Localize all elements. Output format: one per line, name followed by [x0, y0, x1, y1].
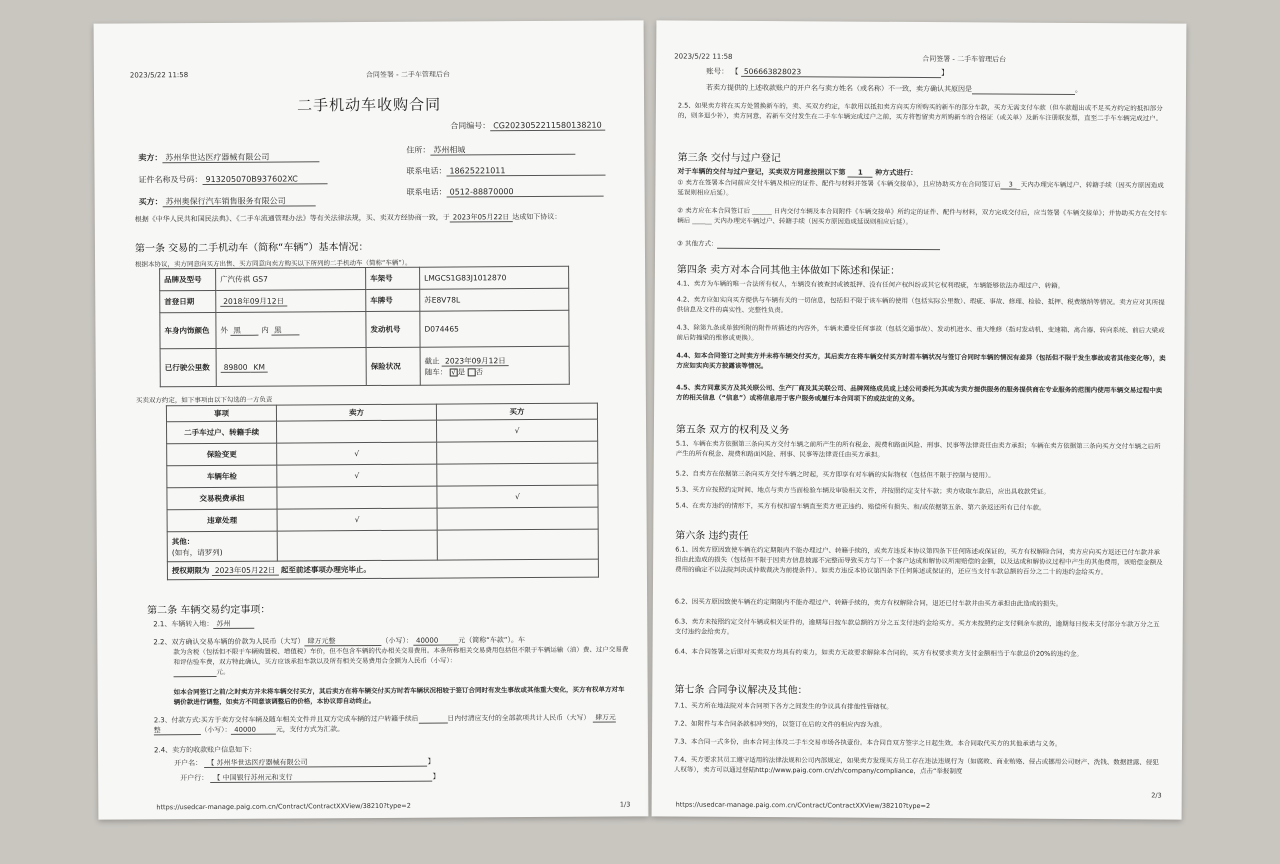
clause-6-1: 6.1、因卖方原因致使车辆在约定期限内不能办理过户、转籍手续的，或卖方违反本协议第四条下任何陈述或保证的，买方有权解除合同，卖方应向买方返还已付车款并承担由此造成的损失（包括但不限于因卖方信息披露不完整而导致买方与下一个客户达成和解协议所需赔偿的金额，以及达成和解协议过程中产生的其他费用，该赔偿金额及费用的确定不以法院判决或仲裁裁决为前提条件）。如卖方违反本协议第四条下任何陈述或保证的，还应当支付车款总额的百分之二十的违约金给买方。	[675, 545, 1163, 577]
color-label: 车身内饰颜色	[160, 312, 216, 348]
seller-row: 卖方： 苏州华世达医疗器械有限公司	[138, 152, 319, 163]
duty-seller-check: √	[277, 508, 437, 531]
mileage-label: 已行驶公里数	[160, 348, 216, 386]
print-header: 合同签署 - 二手车管理后台	[365, 70, 450, 80]
clause-2-1: 2.1、车辆转入地： 苏州	[153, 619, 254, 630]
clause-7-1: 7.1、买方所在地法院对本合同项下各方之间发生的争议具有排他性管辖权。	[674, 701, 893, 711]
brand-value: 广汽传祺 GS7	[216, 268, 366, 291]
yes-checkbox: √	[451, 367, 456, 377]
account-bank: 开户行： 【 中国银行苏州元和支行 】	[180, 772, 440, 783]
duty-item: 违章处理	[167, 509, 277, 532]
duty-other: 其他： (如有，请罗列)	[167, 531, 277, 562]
reg-date-value: 2018年09月12日	[216, 290, 366, 313]
vin-value: LMGCS1G83J1012870	[420, 266, 569, 289]
clause-5-3: 5.3、买方应按照约定时间、地点与卖方当面检验车辆及审验相关文件，并按照约定支付车款；卖方收取车款后，应出具收款凭证。	[675, 485, 1050, 496]
section-6-heading: 第六条 违约责任	[675, 530, 749, 542]
section-2-heading: 第二条 车辆交易约定事项：	[147, 604, 271, 617]
account-name: 开户名： 【 苏州华世达医疗器械有限公司 】	[174, 757, 435, 768]
duty-head-item: 事项	[166, 405, 276, 422]
clause-2-2-body: 款为含税（包括但不限于车辆购置税、增值税）车价，但不包含车辆的代办相关交易费用。本条所称相关交易费用包括但不限于车辆运输（油）费、过户交易费和评估验车费，双方特此确认，买方应该承担车款以及所有相关交易费用合金额为人民币（小写）： 元。	[173, 645, 629, 676]
no-checkbox	[467, 368, 475, 376]
plate-value: 苏E8V78L	[420, 288, 569, 311]
duty-item: 车辆年检	[167, 465, 277, 488]
contract-page-2	[652, 20, 1187, 819]
duty-seller-check: √	[277, 442, 437, 465]
clause-7-3: 7.3、本合同一式多份，由本合同主体及二手车交易市场各执壹份。本合同自双方签字之日起生效。本合同取代买方的其他承诺与义务。	[674, 737, 1062, 748]
duty-table	[166, 403, 599, 581]
duty-seller-check	[277, 420, 437, 443]
section-3-lead: 对于车辆的交付与过户登记，买卖双方同意按照以下第 1 种方式进行：	[677, 167, 918, 177]
contract-number: 合同编号： CG2023052211580138210	[450, 121, 605, 132]
clause-2-3: 2.3、付款方式:买方于卖方交付车辆及随车相关文件并且双方完成车辆的过户转籍手续后 日内付清应支付的全部款项共计人民币（大写） 肆万元整 （小写）： 40000 元，支付方式为汇款。	[153, 713, 616, 735]
seller-address: 住所： 苏州相城	[406, 145, 575, 156]
account-number: 账号： 【 506663828023 】	[706, 66, 949, 78]
clause-7-4: 7.4、买方要求其员工遵守适用的法律法规和公司内部规定，如果卖方发现买方员工存在违法违规行为（如腐败、商业贿赂、侵占或挪用公司财产、洗钱、数据泄露、侵犯人权等），卖方可以通过登陆http://www.paig.com.cn/zh/company/compliance，点击“举报制度	[673, 755, 1159, 776]
clause-2-5: 2.5、如果卖方将在买方处置换新车的，卖、买双方约定，车款用以抵扣卖方向买方所购买的新车的部分车款，买方无需支付车款（但车款超出或不足买方约定的抵扣部分的，则多退少补），卖方同意，若新车交付发生在二手车车辆完成过户之前，买方将暂留卖方所购新车的合格证（或关单）及新车注册联发票，直至二手车车辆完成过户。	[677, 101, 1163, 123]
buyer-row: 买方： 苏州奥保行汽车销售服务有限公司	[139, 196, 316, 207]
print-timestamp: 2023/5/22 11:58	[129, 71, 189, 80]
duty-item: 二手车过户、转籍手续	[167, 421, 277, 444]
clause-6-3: 6.3、卖方未按照约定交付车辆或相关证件的，逾期每日按车款总额的万分之五支付违约金给买方。买方未按照约定支付剩余车款的，逾期每日按未支付部分车款万分之五支付违约金给卖方。	[674, 617, 1160, 636]
section-5-heading: 第五条 双方的权利及义务	[675, 424, 790, 437]
clause-5-1: 5.1、车辆在卖方依据第三条向买方交付车辆之前所产生的所有税金、规费和路面风险、刑事、民事等法律责任由卖方承担；车辆在卖方依据第三条向买方交付车辆之后所产生的所有税金、规费和路面风险、刑事、民事等法律责任由买方承担。	[675, 439, 1161, 459]
duty-buyer-check: √	[437, 485, 598, 508]
insurance-value: 截止 2023年09月12日 随车： √ 是 否	[420, 346, 569, 385]
clause-6-2: 6.2、因买方原因致使车辆在约定期限内不能办理过户、转籍手续的，卖方有权解除合同，退还已付车款并由买方承担由此造成的损失。	[674, 597, 1063, 608]
clause-2-2: 2.2、双方确认交易车辆的价款为人民币（大写） 肆万元整 （小写）： 40000 元（简称“车款”）。车	[153, 636, 526, 647]
duty-buyer-check: √	[437, 419, 598, 442]
clause-2-2-adjustment: 如本合同签订之前/之时卖方并未将车辆交付买方，其后卖方在将车辆交付买方时若车辆状况相较于签订合同时有发生事故或其他重大变化，买方有权单方对车辆价款进行调整，如卖方不同意该调整后的价格，本协议即自动终止。	[173, 685, 625, 707]
authorization-period: 授权期限为 2023年05月22日 起至前述事项办理完毕止。	[167, 559, 598, 580]
legal-basis: 根据《中华人民共和国民法典》、《二手车流通管理办法》等有关法律法规，买、卖双方经协商一致，于 2023年05月22日 达成如下协议：	[134, 212, 562, 224]
duty-item: 交易税费承担	[167, 487, 277, 510]
duty-buyer-check	[437, 441, 598, 464]
color-value: 外 黑 内 黑	[216, 312, 366, 349]
clause-4-3: 4.3、除第九条或单独所附的附件所描述的内容外，车辆未遭受任何事故（包括交通事故）、发动机进水、重大维修（指对发动机、变速箱、离合器、转向系统、前后大梁或前后防撞梁的维修或更换）。	[676, 323, 1165, 343]
mileage-value: 89800 KM	[216, 348, 366, 387]
plate-label: 车牌号	[366, 289, 420, 311]
clause-4-5: 4.5、卖方同意买方及其关联公司、生产厂商及其关联公司、品牌网络成员或上述公司委托为其或为卖方提供服务的服务提供商在专业服务的范围内使用车辆交易过程中卖方的相关信息（“信息”）或将信息用于客户服务或履行本合同项下的或法定的义务。	[676, 383, 1163, 403]
contract-page-1	[94, 20, 649, 819]
section-1-heading: 第一条 交易的二手机动车（简称“车辆”）基本情况：	[134, 242, 369, 255]
option-2: ② 卖方应在本合同签订后 ______ 日内交付车辆及本合同附件《车辆交接单》所约定的证件、配件与材料，双方完成交付后，应当签署《车辆交接单》；并协助买方在交付车辆后 ______ 天内办理完车辆过户、转籍手续（因买方原因造成延误则相应后延）。	[677, 206, 1168, 226]
clause-4-4: 4.4、如本合同签订之时卖方并未将车辆交付买方，其后卖方在将车辆交付买方时若车辆状况与签订合同时车辆的情况有差异（包括但不限于发生事故或者其他变化等），卖方应如实向买方披露该等情况。	[676, 351, 1166, 371]
duty-head-seller: 卖方	[276, 404, 436, 421]
account-mismatch-note: 若卖方提供的上述收款账户的开户名与卖方姓名（或名称）不一致，卖方确认其原因是 。	[706, 83, 1083, 94]
page-number: 2/3	[1151, 791, 1162, 800]
footer-url: https://usedcar-manage.paig.com.cn/Contract/ContractXXView/38210?type=2	[675, 800, 931, 811]
duty-buyer-check	[437, 507, 598, 530]
insurance-label: 保险状况	[366, 347, 420, 385]
brand-label: 品牌及型号	[160, 268, 216, 290]
footer-url: https://usedcar-manage.paig.com.cn/Contract/ContractXXView/38210?type=2	[156, 801, 411, 812]
clause-4-1: 4.1、卖方为车辆的唯一合法所有权人，车辆没有被查封或被抵押、没有任何产权纠纷或其它权利瑕疵，车辆能够依法办理过户、转籍。	[676, 279, 1065, 290]
print-header: 合同签署 - 二手车管理后台	[922, 55, 1007, 64]
option-3: ③ 其他方式：	[677, 239, 940, 251]
section-4-heading: 第四条 卖方对本合同其他主体做如下陈述和保证：	[676, 264, 901, 277]
clause-7-2: 7.2、如附件与本合同条款相冲突的，以签订在后的文件的相应内容为准。	[674, 719, 887, 729]
duty-buyer-check	[437, 463, 598, 486]
seller-phone: 联系电话： 18625221011	[406, 166, 605, 177]
section-3-heading: 第三条 交付与过户登记	[677, 152, 781, 165]
contract-title: 二手机动车收购合同	[297, 95, 442, 115]
page-number: 1/3	[619, 800, 631, 809]
duty-note: 买卖双方约定，如下事项由以下勾选的一方负责	[135, 395, 273, 405]
engine-label: 发动机号	[366, 311, 420, 347]
clause-5-2: 5.2、自卖方在依据第三条向买方交付车辆之时起，买方即享有对车辆的实际物权（包括但不限于控制与使用）。	[675, 469, 995, 480]
clause-2-4: 2.4、卖方的收款账户信息如下：	[153, 745, 257, 755]
vin-label: 车架号	[366, 267, 420, 289]
section-7-heading: 第七条 合同争议解决及其他：	[674, 684, 808, 697]
duty-seller-check	[277, 486, 437, 509]
option-1: ① 卖方在签署本合同前应交付车辆及相应的证件、配件与材料并签署《车辆交接单》，且应协助买方在合同签订后 3 天内办理完车辆过户、转籍手续（因买方原因造成延误则相应后延）。	[677, 178, 1164, 197]
clause-4-2: 4.2、卖方应如实向买方提供与车辆有关的一切信息，包括但不限于该车辆的使用（包括实际公里数）、瑕疵、事故、修理、检验、抵押、税费缴纳等情况。卖方应对其所提供信息及文件的真实性、完整性负责。	[676, 295, 1165, 315]
duty-head-buyer: 买方	[436, 403, 597, 420]
vehicle-table	[159, 266, 570, 388]
engine-value: D074465	[420, 310, 569, 347]
reg-date-label: 首登日期	[160, 290, 216, 312]
duty-seller-check: √	[277, 464, 437, 487]
clause-5-4: 5.4、在卖方违约的情形下，买方有权扣留车辆直至卖方更正违约、赔偿所有损失、和/或依据第五条、第六条返还所有已付车款。	[675, 501, 1046, 512]
seller-id: 证件名称及号码： 913205070B937602XC	[139, 174, 328, 185]
clause-6-4: 6.4、本合同签署之后即对买卖双方均具有约束力，如卖方无故要求解除本合同的，买方有权要求卖方支付金额相当于车款总价20%的违约金。	[674, 647, 1083, 659]
buyer-phone: 联系电话： 0512-88870000	[407, 187, 604, 198]
print-timestamp: 2023/5/22 11:58	[674, 52, 733, 61]
section-1-note: 根据本协议，卖方同意向买方出售、买方同意向卖方购买以下所列的二手机动车（简称“车辆”）。	[135, 258, 412, 269]
duty-item: 保险变更	[167, 443, 277, 466]
